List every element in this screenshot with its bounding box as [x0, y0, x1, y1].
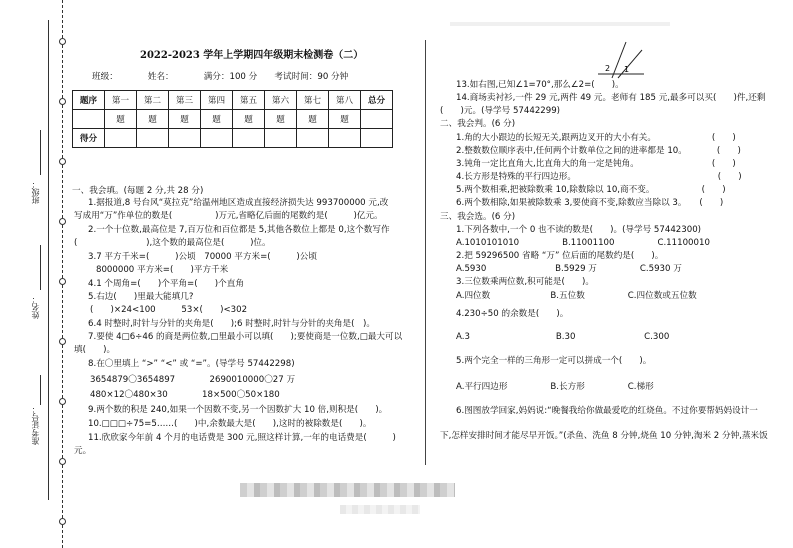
choice-question: 4.230÷50 的余数是( )。 — [456, 309, 569, 319]
choice-options: A.5930 B.5929 万 C.5930 万 — [456, 264, 682, 274]
question-line: 7.要使 4□6÷46 的商是两位数,□里最小可以填( );要使商是一位数,□最大可以 — [88, 332, 403, 342]
choice-options: A.四位数 B.五位数 C.四位数或五位数 — [456, 291, 697, 301]
class-field[interactable] — [40, 130, 41, 175]
question-line: 写成用“万”作单位的数是( )万元,省略亿后面的尾数约是( )亿元。 — [74, 211, 383, 221]
choice-question: 5.两个完全一样的三角形一定可以拼成一个( )。 — [456, 356, 652, 366]
class-label: 班级： — [31, 180, 40, 204]
section-heading: 二、我会判。(6 分) — [440, 119, 516, 129]
score-input-cell[interactable] — [233, 129, 265, 148]
binding-hole — [59, 218, 66, 225]
judge-line: 4.长方形是特殊的平行四边形。 ( ) — [456, 172, 742, 182]
score-input-cell[interactable] — [105, 129, 137, 148]
question-line: 11.欣欣家今年前 4 个月的电话费是 300 元,照这样计算,一年的电话费是( ) — [88, 433, 396, 443]
name-label: 姓名： — [31, 295, 40, 319]
score-table-header-row — [73, 91, 393, 110]
question-line: 下,怎样安排时间才能尽早开饭。”(杀鱼、洗鱼 8 分钟,烧鱼 10 分钟,淘米 2 分钟,蒸米饭 — [440, 431, 768, 441]
question-line: ( ),这个数的最高位是( )位。 — [74, 238, 271, 248]
score-cell: 题 — [233, 110, 265, 129]
question-line: 480×12〇480×30 18×500〇50×180 — [90, 390, 280, 400]
score-cell: 题序 — [73, 91, 105, 110]
choice-question: 1.下列各数中,一个 0 也不读的数是( )。(导学号 57442300) — [456, 225, 702, 235]
question-line: 元。 — [74, 446, 92, 456]
question-line: 9.两个数的积是 240,如果一个因数不变,另一个因数扩大 10 倍,则积是( )。 — [88, 405, 388, 415]
binding-hole — [59, 458, 66, 465]
score-cell: 第七 — [297, 91, 329, 110]
binding-hole — [59, 158, 66, 165]
score-cell: 第二 — [137, 91, 169, 110]
score-input-cell[interactable] — [201, 129, 233, 148]
score-cell: 第六 — [265, 91, 297, 110]
score-input-cell[interactable] — [361, 129, 393, 148]
question-line: 8000000 平方米=( )平方千米 — [96, 265, 229, 275]
question-line: 3.7 平方千米=( )公顷 70000 平方米=( )公顷 — [88, 252, 317, 262]
question-line: 14.商场卖衬衫,一件 29 元,两件 49 元。老师有 185 元,最多可以买( )件,还剩 — [456, 93, 766, 103]
top-shade — [450, 22, 670, 26]
choice-options: A.平行四边形 B.长方形 C.梯形 — [456, 382, 654, 392]
exam-number-label: 准考证号： — [31, 405, 40, 445]
name-field[interactable] — [40, 245, 41, 290]
score-input-cell[interactable] — [169, 129, 201, 148]
score-cell: 第三 — [169, 91, 201, 110]
judge-line: 3.钝角一定比直角大,比直角大的角一定是钝角。 ( ) — [456, 159, 736, 169]
score-input-cell[interactable] — [297, 129, 329, 148]
question-line: 13.如右图,已知∠1=70°,那么∠2=( )。 — [456, 80, 624, 90]
question-line: 3654879〇3654897 2690010000〇27 万 — [90, 375, 296, 385]
exam-title: 2022-2023 学年上学期四年级期末检测卷（二） — [140, 50, 364, 61]
score-cell: 题 — [201, 110, 233, 129]
score-cell: 第八 — [329, 91, 361, 110]
score-table-sub-row — [73, 110, 393, 129]
score-cell — [73, 110, 105, 129]
blurred-watermark — [240, 483, 455, 497]
binding-border — [48, 20, 49, 500]
judge-line: 1.角的大小跟边的长短无关,跟两边叉开的大小有关。 ( ) — [456, 133, 736, 143]
score-table — [72, 90, 393, 148]
binding-hole — [59, 338, 66, 345]
score-label-cell: 得分 — [73, 129, 105, 148]
score-input-cell[interactable] — [329, 129, 361, 148]
binding-cut-line — [62, 0, 63, 548]
question-line: 8.在〇里填上 “>” “<” 或 “=”。(导学号 57442298) — [88, 359, 295, 369]
score-table-score-row — [73, 129, 393, 148]
choice-question: 2.把 59296500 省略 “万” 位后面的尾数约是( )。 — [456, 251, 664, 261]
score-cell: 题 — [297, 110, 329, 129]
judge-line: 2.整数数位顺序表中,任何两个计数单位之间的进率都是 10。 ( ) — [456, 146, 741, 156]
score-cell: 总分 — [361, 91, 393, 110]
question-line: 4.1 个周角=( )个平角=( )个直角 — [88, 279, 244, 289]
score-input-cell[interactable] — [265, 129, 297, 148]
exam-number-field[interactable] — [40, 375, 41, 405]
binding-hole — [59, 398, 66, 405]
judge-line: 6.两个数相除,如果被除数乘 3,要使商不变,除数应当除以 3。 ( ) — [456, 198, 724, 208]
angle-label-2: 2 — [605, 64, 611, 73]
question-line: 1.据报道,8 号台风“莫拉克”给温州地区造成直接经济损失达 993700000 元,改 — [88, 198, 389, 208]
exam-info-line: 班级： 姓名： 满分：100 分 考试时间：90 分钟 — [92, 72, 349, 82]
question-line: 6.图图放学回家,妈妈说:“晚餐我给你做最爱吃的红烧鱼。不过你要帮妈妈设计一 — [456, 406, 758, 416]
binding-hole — [59, 278, 66, 285]
score-cell: 第四 — [201, 91, 233, 110]
question-line: ( )×24<100 53×( )<302 — [90, 305, 248, 315]
question-line: 5.右边( )里最大能填几? — [88, 292, 194, 302]
section-heading: 三、我会选。(6 分) — [440, 212, 516, 222]
angle-label-1: 1 — [624, 65, 630, 74]
judge-line: 5.两个数相乘,把被除数乘 10,除数除以 10,商不变。 ( ) — [456, 185, 726, 195]
column-divider — [425, 40, 426, 465]
choice-options: A.1010101010 B.11001100 C.11100010 — [456, 238, 710, 248]
score-cell: 题 — [329, 110, 361, 129]
score-cell: 题 — [169, 110, 201, 129]
question-line: 10.□□□÷75=5……( )中,余数最大是( ),这时的被除数是( )。 — [88, 419, 372, 429]
score-cell: 题 — [137, 110, 169, 129]
binding-hole — [59, 518, 66, 525]
choice-options: A.3 B.30 C.300 — [456, 332, 670, 342]
score-cell: 第五 — [233, 91, 265, 110]
question-line: 2.一个十位数,最高位是 7,百万位和百位都是 5,其他各数位上都是 0,这个数写作 — [88, 225, 390, 235]
score-cell: 题 — [105, 110, 137, 129]
score-cell: 题 — [265, 110, 297, 129]
question-line: 填( )。 — [74, 345, 116, 355]
binding-hole — [59, 98, 66, 105]
blurred-watermark — [340, 505, 420, 514]
binding-hole — [59, 38, 66, 45]
section-heading: 一、我会填。(每题 2 分,共 28 分) — [72, 186, 204, 196]
question-line: ( )元。(导学号 57442299) — [440, 106, 561, 116]
score-input-cell[interactable] — [137, 129, 169, 148]
choice-question: 3.三位数乘两位数,积可能是( )。 — [456, 277, 594, 287]
score-cell — [361, 110, 393, 129]
angle-figure — [596, 38, 646, 80]
question-line: 6.4 时整时,时针与分针的夹角是( );6 时整时,时针与分针的夹角是( )。 — [88, 319, 375, 329]
score-cell: 第一 — [105, 91, 137, 110]
